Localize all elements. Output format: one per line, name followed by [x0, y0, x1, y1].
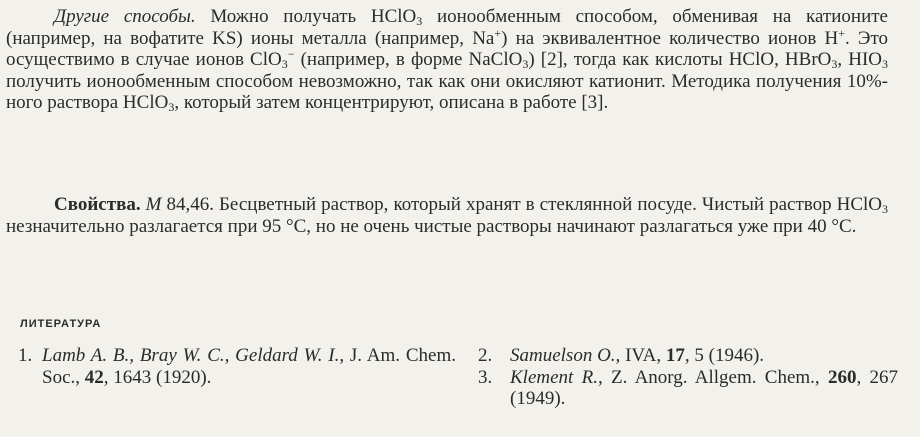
subscript: 3: [882, 202, 889, 216]
references-column-right: [478, 345, 898, 410]
text-run: 84,46. Бесцветный раствор, который хранят в стеклянной посуде. Чистый раствор HClO: [161, 194, 883, 215]
text-run: ) на эквивалентное количество ионов H: [501, 27, 839, 49]
reference-pages-year: , 1643 (1920).: [103, 366, 212, 388]
superscript: +: [838, 25, 845, 40]
paragraph-lead: Свойства.: [54, 194, 141, 215]
other-methods-paragraph: [6, 6, 888, 114]
text-run: незначительно разлагается при 95 °C, но не очень чистые растворы начинают разлагаться уже при 40 °C.: [6, 215, 857, 237]
text-run: . Это осуществимо в случае ионов ClO: [6, 27, 888, 70]
text-run: (например, в форме NaClO: [294, 49, 523, 70]
reference-number: 1.: [18, 345, 33, 366]
text-run: , HIO: [837, 49, 882, 70]
reference-volume: 260: [827, 366, 857, 388]
reference-number: 2.: [478, 345, 493, 366]
reference-authors: Klement R.,: [510, 366, 603, 388]
reference-number: 3.: [478, 366, 493, 388]
reference-journal: IVA,: [620, 345, 666, 366]
molar-mass-symbol: M: [145, 194, 162, 215]
reference-volume: 42: [84, 366, 104, 388]
superscript: −: [287, 47, 295, 61]
text-run: ионообменным способом, обменивая на катионите (например, на вофатите KS) ионы металла (например, Na: [6, 6, 888, 49]
reference-pages-year: , 5 (1946).: [684, 345, 765, 366]
subscript: 3: [416, 14, 423, 28]
subscript: 3: [281, 57, 288, 71]
superscript: +: [494, 25, 502, 40]
properties-paragraph: [6, 194, 888, 237]
text-run: , который затем концентрируют, описана в работе [3].: [174, 92, 609, 113]
reference-journal: Z. Anorg. Allgem. Chem.,: [602, 366, 828, 388]
reference-item: [478, 367, 898, 410]
text-run: получить ионообменным способом невозможно, так как они окисляют катионит. Методика получения 10%-ного раствора HClO: [6, 70, 888, 113]
subscript: 3: [168, 100, 175, 114]
reference-authors: Samuelson O.,: [510, 345, 621, 366]
subscript: 3: [522, 57, 529, 71]
paragraph-lead: Другие способы.: [54, 6, 196, 27]
reference-item: [478, 345, 898, 367]
reference-item: [18, 345, 456, 388]
reference-pages-year: , 267 (1949).: [510, 366, 898, 409]
reference-journal: J. Am. Chem. Soc.,: [42, 345, 456, 388]
references-column-left: [18, 345, 456, 388]
reference-authors: Lamb A. B., Bray W. C., Geldard W. I.,: [42, 345, 345, 366]
reference-volume: 17: [665, 345, 685, 366]
text-run: Можно получать HClO: [195, 6, 417, 27]
text-run: ) [2], тогда как кислоты HClO, HBrO: [528, 49, 832, 70]
literature-heading: ЛИТЕРАТУРА: [20, 318, 102, 330]
subscript: 3: [831, 57, 838, 71]
subscript: 3: [882, 57, 888, 71]
